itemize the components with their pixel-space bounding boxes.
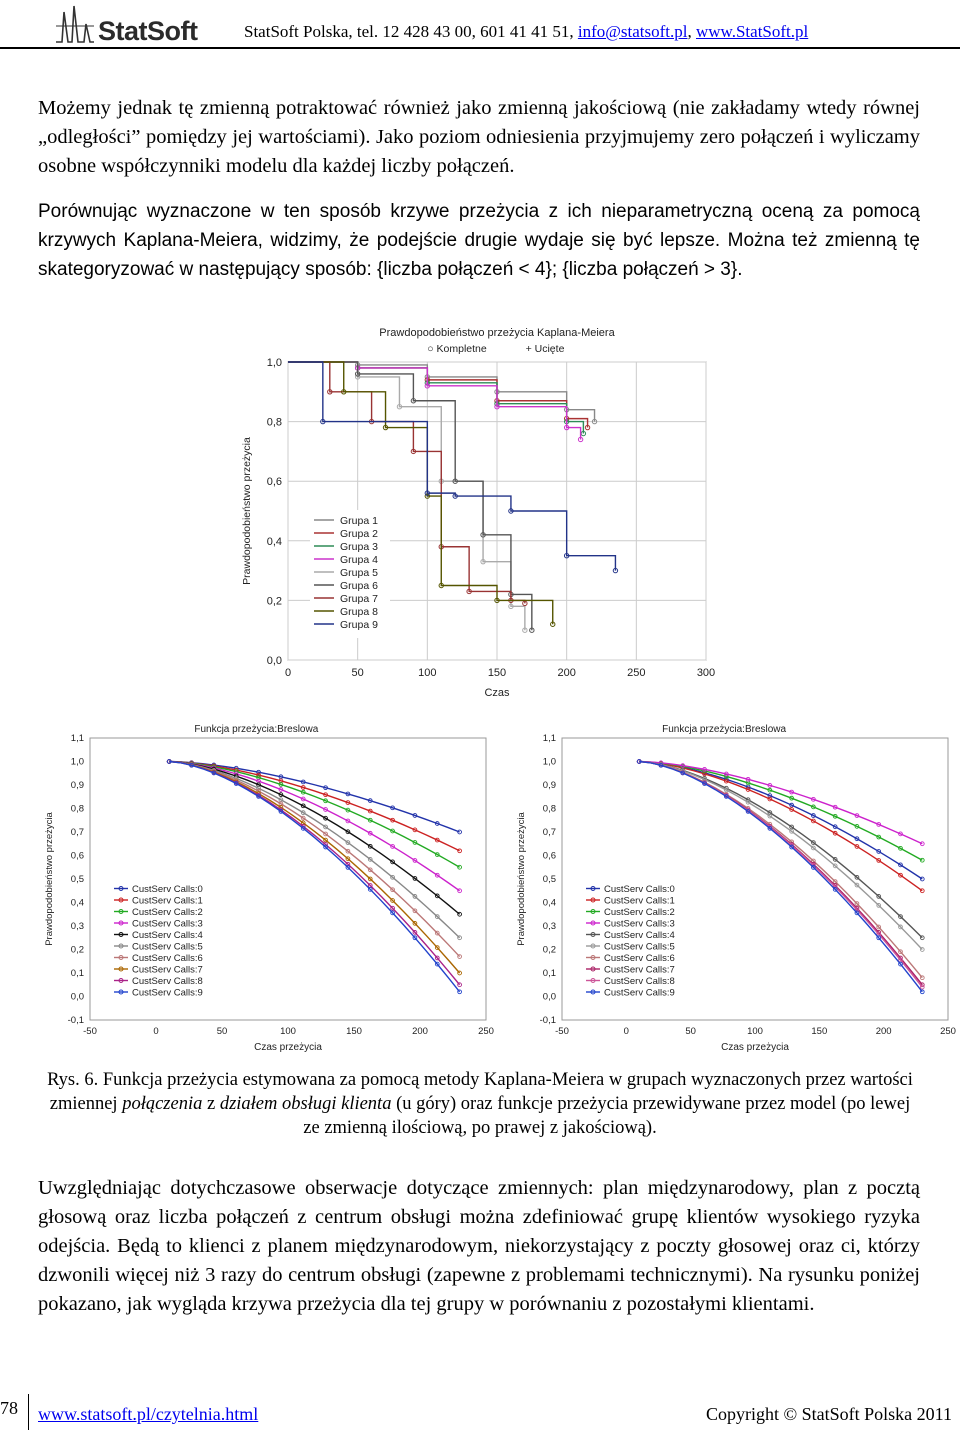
breslow-right-x-tick: 50 [685,1026,696,1037]
breslow-right-y-tick: 0,8 [542,803,556,815]
breslow-right-legend-label: CustServ Calls:1 [604,895,675,907]
breslow-right-y-tick: 0,0 [542,991,556,1003]
breslow-left-legend-label: CustServ Calls:5 [132,941,203,953]
statsoft-logo-icon [54,2,96,44]
breslow-right-title: Funkcja przeżycia:Breslowa [662,724,787,735]
breslow-right-x-tick: 0 [623,1026,629,1037]
caption-italic-1: połączenia [122,1094,203,1114]
x-tick-label: 200 [557,667,576,679]
breslow-right-legend-label: CustServ Calls:3 [604,918,675,930]
breslow-right-y-tick: 0,1 [542,968,556,979]
breslow-left-y-tick: 0,7 [70,827,84,838]
breslow-left-x-tick: 100 [280,1026,296,1037]
breslow-left-y-tick: 0,2 [70,944,84,956]
km-legend-label: Grupa 5 [340,567,378,579]
legend-complete-label: ○ Kompletne [427,343,487,355]
breslow-left-y-tick: 0,9 [70,780,84,791]
breslow-left-legend-label: CustServ Calls:0 [132,884,203,895]
breslow-left-legend-label: CustServ Calls:7 [132,964,203,976]
breslow-left-y-tick: -0,1 [67,1015,84,1026]
km-legend-label: Grupa 4 [340,554,378,566]
header-contact [244,22,808,42]
km-legend-label: Grupa 3 [340,541,378,553]
breslow-left-y-tick: 0,5 [70,874,84,885]
breslow-right-x-tick: 150 [811,1026,828,1037]
breslow-right-legend-label: CustServ Calls:7 [604,964,675,976]
breslow-left-x-tick: 0 [153,1026,159,1037]
caption-italic-2: działem obsługi klienta [219,1094,392,1114]
breslow-left-y-tick: 0,3 [70,921,84,932]
breslow-right-legend-label: CustServ Calls:6 [604,953,675,964]
breslow-right-y-tick: 0,7 [542,827,556,838]
breslow-left-y-tick: 1,0 [70,756,84,768]
km-legend [310,510,390,638]
breslow-right-y-tick: 0,4 [542,897,556,909]
breslow-left-x-tick: 150 [346,1026,362,1037]
page-header [0,0,960,52]
caption-mid: z [202,1094,220,1114]
page-number: 78 [0,1398,18,1418]
x-tick-label: 150 [487,667,507,679]
x-tick-label: 250 [627,667,646,679]
breslow-right-y-tick: 0,2 [542,944,556,956]
header-divider [0,47,960,49]
breslow-right-legend-label: CustServ Calls:0 [604,884,675,895]
legend-censored-label: + Ucięte [525,343,565,355]
x-tick-label: 50 [351,667,364,679]
km-legend-label: Grupa 2 [340,528,378,540]
breslow-left-x-label: Czas przeżycia [254,1042,322,1053]
breslow-left-legend-label: CustServ Calls:4 [132,930,203,941]
breslow-left-legend-label: CustServ Calls:1 [132,895,203,907]
breslow-left-y-tick: 0,0 [70,991,84,1003]
breslow-right-x-label: Czas przeżycia [721,1042,789,1053]
breslow-right-legend-label: CustServ Calls:9 [604,987,675,999]
header-sep: , [687,22,696,41]
breslow-left-y-tick: 0,1 [70,968,84,979]
caption-prefix: Rys. 6. Funkcja przeżycia estymowana za pomocą metody Kaplana-Meiera w grupach wyznaczonych przez wartości zmiennej [47,1070,913,1114]
breslow-left-legend-label: CustServ Calls:6 [132,953,203,964]
header-phone: StatSoft Polska, tel. 12 428 43 00, 601 41 41 51, [244,22,578,41]
breslow-right-y-tick: 0,6 [542,850,556,862]
x-tick-label: 300 [696,667,716,679]
breslow-left-y-tick: 0,4 [70,897,84,909]
km-legend-label: Grupa 7 [340,593,378,605]
y-tick-label: 1,0 [266,357,282,369]
breslow-right-x-tick: -50 [555,1026,569,1037]
breslow-left-legend-label: CustServ Calls:2 [132,907,203,918]
paragraph-2: Porównując wyznaczone w ten sposób krzywe przeżycia z ich nieparametryczną oceną za pomocą krzywych Kaplana-Meiera, widzimy, że podejście drugie wydaje się być lepsze. Można też zmienną tę skategoryzować w następujący sposób: {liczba połączeń < 4}; {liczba połączeń > 3}. [38,201,920,280]
y-axis-label: Prawdopodobieństwo przeżycia [241,437,253,585]
breslow-left-x-tick: 200 [412,1026,428,1037]
breslow-left-y-tick: 1,1 [70,733,84,744]
breslow-chart-qualitative [510,718,956,1058]
breslow-left-legend-label: CustServ Calls:9 [132,987,203,999]
breslow-left-legend-label: CustServ Calls:3 [132,918,203,930]
kaplan-meier-chart [230,322,730,712]
breslow-right-y-tick: 0,3 [542,921,556,932]
breslow-right-y-label: Prawdopodobieństwo przeżycia [516,812,527,946]
breslow-left-y-label: Prawdopodobieństwo przeżycia [44,812,55,946]
breslow-right-y-tick: 1,0 [542,756,556,768]
x-tick-label: 100 [418,667,437,679]
breslow-left-y-tick: 0,8 [70,803,84,815]
x-tick-label: 0 [284,667,292,679]
x-axis-label: Czas [484,687,510,699]
breslow-right-y-tick: -0,1 [539,1015,556,1026]
breslow-right-y-tick: 0,9 [542,780,556,791]
breslow-left-legend-label: CustServ Calls:8 [132,976,203,987]
caption-suffix: (u góry) oraz funkcje przeżycia przewidywane przez model (po lewej ze zmienną ilościową, po prawej z jakościową). [303,1094,911,1138]
header-website-link[interactable]: www.StatSoft.pl [696,22,809,41]
breslow-left-title: Funkcja przeżycia:Breslowa [194,724,319,735]
breslow-right-legend-label: CustServ Calls:4 [604,930,675,941]
paragraph-1: Możemy jednak tę zmienną potraktować również jako zmienną jakościową (nie zakładamy wtedy równej „odległości” pomiędzy jej wartościami). Jako poziom odniesienia przyjmujemy zero połączeń i wyliczamy osobne współczynniki modelu dla każdej liczby połączeń. [38,97,920,177]
breslow-left-x-tick: 250 [478,1026,494,1037]
breslow-left-x-tick: 50 [216,1026,228,1037]
footer-divider [28,1394,29,1430]
y-tick-label: 0,4 [266,535,282,548]
y-tick-label: 0,6 [266,476,282,489]
breslow-chart-quantitative [38,718,494,1058]
y-tick-label: 0,0 [266,655,282,667]
breslow-right-y-tick: 0,5 [542,874,556,885]
figure-caption [40,1068,920,1140]
breslow-right-x-tick: 100 [747,1026,763,1037]
breslow-left-y-tick: 0,6 [70,850,84,862]
footer-link[interactable]: www.statsoft.pl/czytelnia.html [38,1404,259,1424]
breslow-right-legend-label: CustServ Calls:5 [604,941,675,953]
km-legend-label: Grupa 6 [340,580,378,592]
km-legend-label: Grupa 9 [340,619,378,631]
breslow-right-x-tick: 250 [940,1026,956,1037]
y-tick-label: 0,2 [266,595,282,608]
breslow-right-x-tick: 200 [875,1026,892,1037]
breslow-left-x-tick: -50 [83,1026,97,1037]
logo-text: StatSoft [98,16,198,46]
footer-copyright: Copyright © StatSoft Polska 2011 [705,1404,952,1424]
breslow-right-y-tick: 1,1 [542,733,556,744]
km-legend-label: Grupa 8 [340,606,378,618]
breslow-right-legend-label: CustServ Calls:2 [604,907,675,918]
chart-title: Prawdopodobieństwo przeżycia Kaplana-Meiera [379,327,615,339]
y-tick-label: 0,8 [266,416,282,429]
header-email-link[interactable]: info@statsoft.pl [577,22,688,41]
paragraph-3: Uwzględniając dotychczasowe obserwacje dotyczące zmiennych: plan międzynarodowy, plan z pocztą głosową oraz liczba połączeń z centrum obsługi można zdefiniować grupę klientów wysokiego ryzyka odejścia. Będą to klienci z planem międzynarodowym, niekorzystający z poczty głosowej oraz ci, którzy dzwonili więcej niż 3 razy do centrum obsługi (zapewne z problemami technicznymi). Na rysunku poniżej pokazano, jak wygląda krzywa przeżycia dla tej grupy w porównaniu z pozostałymi klientami. [38,1177,920,1315]
breslow-right-legend-label: CustServ Calls:8 [604,976,675,987]
km-legend-label: Grupa 1 [340,515,378,527]
